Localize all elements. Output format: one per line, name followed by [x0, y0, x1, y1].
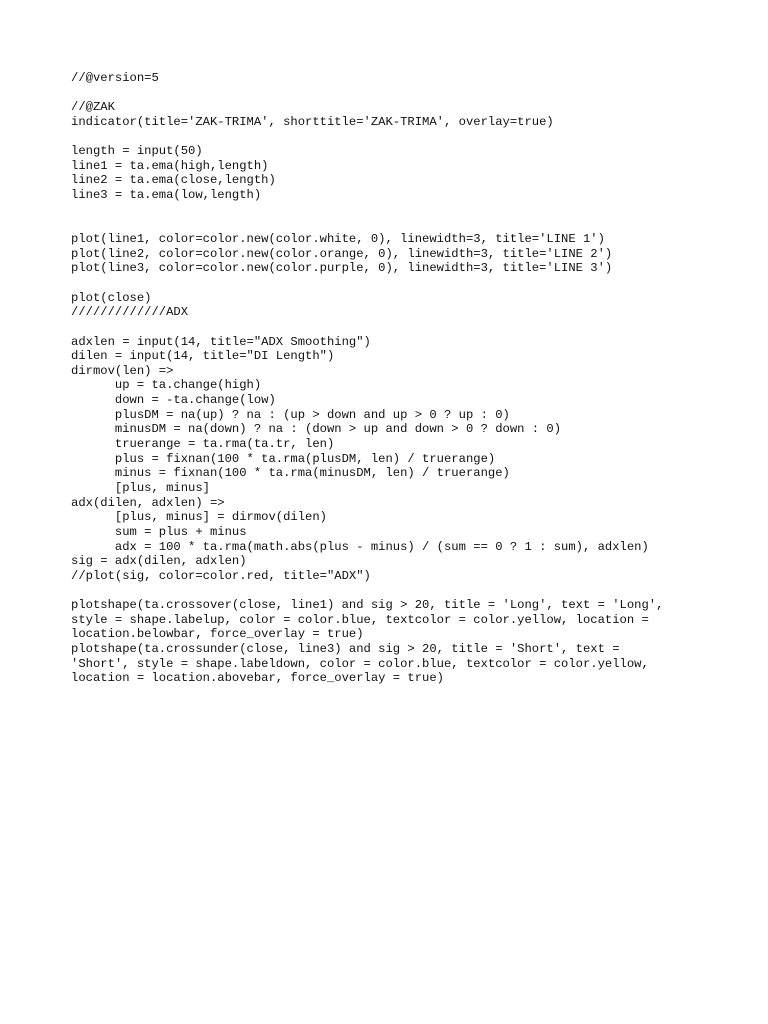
code-line: //plot(sig, color=color.red, title="ADX") — [71, 568, 371, 583]
code-line: adx(dilen, adxlen) => — [71, 495, 225, 510]
code-line: adxlen = input(14, title="ADX Smoothing") — [71, 334, 371, 349]
code-line: down = -ta.change(low) — [71, 393, 276, 408]
code-line: [plus, minus] — [71, 480, 210, 495]
code-line: plot(line3, color=color.new(color.purple, 0), linewidth=3, title='LINE 3') — [71, 261, 613, 276]
code-line — [71, 217, 721, 232]
code-line: location = location.abovebar, force_overlay = true) — [71, 671, 444, 686]
code-line: //@ZAK — [71, 100, 115, 115]
code-text — [71, 71, 721, 686]
code-line: indicator(title='ZAK-TRIMA', shorttitle='ZAK-TRIMA', overlay=true) — [71, 114, 554, 129]
code-line: line3 = ta.ema(low,length) — [71, 188, 262, 203]
code-line: [plus, minus] = dirmov(dilen) — [71, 510, 327, 525]
code-line: 'Short', style = shape.labeldown, color = color.blue, textcolor = color.yellow, — [71, 656, 649, 671]
code-line: location.belowbar, force_overlay = true) — [71, 627, 364, 642]
code-line — [71, 583, 721, 598]
code-line: truerange = ta.rma(ta.tr, len) — [71, 437, 335, 452]
code-line: sum = plus + minus — [71, 524, 247, 539]
code-line: plotshape(ta.crossunder(close, line3) and sig > 20, title = 'Short', text = — [71, 641, 620, 656]
code-line: minus = fixnan(100 * ta.rma(minusDM, len) / truerange) — [71, 466, 510, 481]
code-line: line2 = ta.ema(close,length) — [71, 173, 276, 188]
code-line — [71, 130, 721, 145]
code-line — [71, 86, 721, 101]
code-line: plot(line1, color=color.new(color.white, 0), linewidth=3, title='LINE 1') — [71, 232, 605, 247]
code-line: sig = adx(dilen, adxlen) — [71, 554, 247, 569]
code-line: up = ta.change(high) — [71, 378, 262, 393]
code-line: style = shape.labelup, color = color.blue, textcolor = color.yellow, location = — [71, 612, 649, 627]
code-line: dirmov(len) => — [71, 363, 174, 378]
code-line: dilen = input(14, title="DI Length") — [71, 349, 335, 364]
code-line — [71, 276, 721, 291]
code-line: minusDM = na(down) ? na : (down > up and down > 0 ? down : 0) — [71, 422, 562, 437]
code-line: length = input(50) — [71, 144, 203, 159]
code-line: /////////////ADX — [71, 305, 189, 320]
code-line — [71, 320, 721, 335]
code-line: adx = 100 * ta.rma(math.abs(plus - minus) / (sum == 0 ? 1 : sum), adxlen) — [71, 539, 649, 554]
code-line: plot(close) — [71, 290, 152, 305]
code-line — [71, 203, 721, 218]
code-line: plot(line2, color=color.new(color.orange, 0), linewidth=3, title='LINE 2') — [71, 246, 613, 261]
code-line: //@version=5 — [71, 71, 159, 85]
code-line: plotshape(ta.crossover(close, line1) and sig > 20, title = 'Long', text = 'Long', — [71, 598, 664, 613]
code-line: line1 = ta.ema(high,length) — [71, 158, 269, 173]
code-line: plus = fixnan(100 * ta.rma(plusDM, len) / truerange) — [71, 451, 496, 466]
code-line: plusDM = na(up) ? na : (up > down and up > 0 ? up : 0) — [71, 407, 510, 422]
